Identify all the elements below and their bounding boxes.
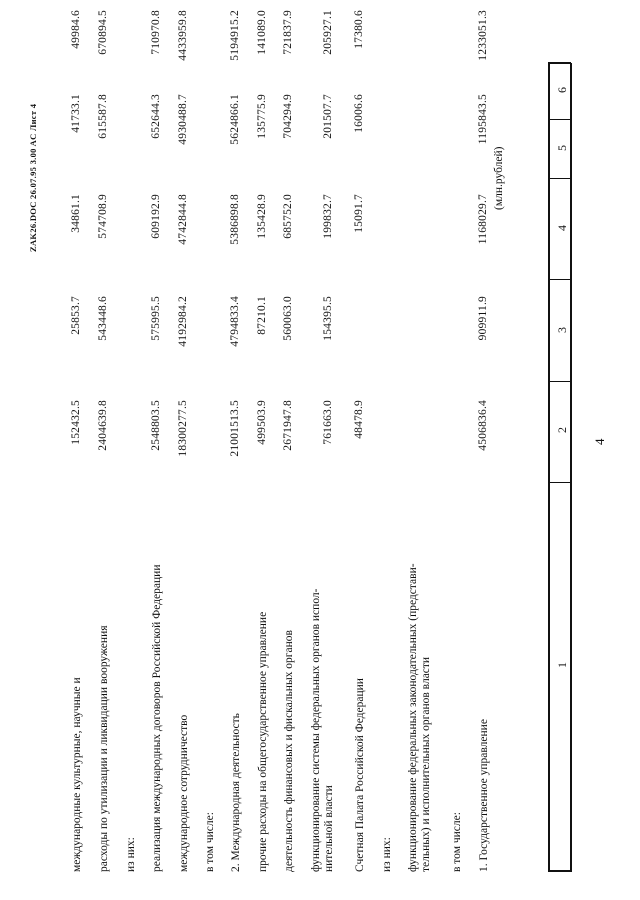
cell-v5: 704294.9 — [282, 94, 294, 139]
row-label: прочие расходы на общегосударственное управление — [257, 611, 269, 872]
cell-v3: 87210.1 — [256, 296, 268, 335]
column-header: 3 — [555, 327, 569, 333]
cell-v5: 615587.8 — [97, 94, 109, 139]
row-label: международные культурные, научные и — [71, 677, 83, 872]
cell-v2: 2404639.8 — [97, 400, 109, 451]
cell-v2: 761663.0 — [322, 400, 334, 445]
column-header: 4 — [555, 225, 569, 231]
cell-v6: 49984.6 — [70, 10, 82, 49]
cell-v2: 2671947.8 — [282, 400, 294, 451]
cell-v3: 543448.6 — [97, 296, 109, 341]
cell-v6: 1233051.3 — [477, 10, 489, 61]
row-label: расходы по утилизации и ликвидации вооружения — [98, 625, 110, 872]
cell-v5: 1195843.5 — [477, 94, 489, 145]
column-header: 6 — [555, 87, 569, 93]
cell-v3: 560063.0 — [282, 296, 294, 341]
cell-v3: 4794833.4 — [229, 296, 241, 347]
cell-v4: 15091.7 — [353, 194, 365, 233]
row-label: деятельность финансовых и фискальных органов — [283, 630, 295, 872]
cell-v6: 4433959.8 — [177, 10, 189, 61]
row-label: нительной власти — [323, 785, 335, 872]
row-label: тельных) и исполнительных органов власти — [420, 656, 432, 872]
row-label: из них: — [125, 837, 137, 872]
cell-v4: 5386898.8 — [229, 194, 241, 245]
cell-v3: 25853.7 — [70, 296, 82, 335]
column-header: 2 — [555, 427, 569, 433]
cell-v4: 685752.0 — [282, 194, 294, 239]
footer-stamp: ZAK26.DOC 26.07.95 3.00 AC Лист 4 — [28, 103, 38, 252]
cell-v5: 201507.7 — [322, 94, 334, 139]
cell-v5: 41733.1 — [70, 94, 82, 133]
cell-v6: 721837.9 — [282, 10, 294, 55]
cell-v2: 499503.9 — [256, 400, 268, 445]
cell-v2: 2548803.5 — [150, 400, 162, 451]
row-label: 1. Государственное управление — [478, 719, 490, 872]
cell-v6: 205927.1 — [322, 10, 334, 55]
cell-v3: 4192984.2 — [177, 296, 189, 347]
cell-v3: 909911.9 — [477, 296, 489, 341]
cell-v5: 135775.9 — [256, 94, 268, 139]
cell-v5: 16006.6 — [353, 94, 365, 133]
cell-v4: 574708.9 — [97, 194, 109, 239]
row-label: из них: — [381, 837, 393, 872]
row-label: Счетная Палата Российской Федерации — [354, 678, 366, 872]
cell-v2: 18300277.5 — [177, 400, 189, 457]
cell-v3: 575995.5 — [150, 296, 162, 341]
cell-v2: 48478.9 — [353, 400, 365, 439]
cell-v4: 609192.9 — [150, 194, 162, 239]
cell-v6: 17380.6 — [353, 10, 365, 49]
row-label: функционирование федеральных законодательных (представи- — [407, 563, 419, 872]
cell-v2: 21001513.5 — [229, 400, 241, 457]
cell-v2: 152432.5 — [70, 400, 82, 445]
cell-v5: 5624866.1 — [229, 94, 241, 145]
cell-v4: 4742844.8 — [177, 194, 189, 245]
row-label: реализация международных договоров Российской Федерации — [151, 564, 163, 872]
cell-v2: 4506836.4 — [477, 400, 489, 451]
column-header: 5 — [555, 145, 569, 151]
cell-v4: 135428.9 — [256, 194, 268, 239]
cell-v6: 670894.5 — [97, 10, 109, 55]
cell-v3: 154395.5 — [322, 296, 334, 341]
cell-v4: 1168029.7 — [477, 194, 489, 245]
row-label: в том числе: — [451, 812, 463, 872]
cell-v5: 4930488.7 — [177, 94, 189, 145]
row-label: 2. Международная деятельность — [230, 713, 242, 872]
units-label: (млн.рублей) — [493, 146, 505, 210]
cell-v5: 652644.3 — [150, 94, 162, 139]
cell-v4: 199832.7 — [322, 194, 334, 239]
cell-v6: 5194915.2 — [229, 10, 241, 61]
cell-v6: 710970.8 — [150, 10, 162, 55]
row-label: в том числе: — [204, 812, 216, 872]
row-label: международное сотрудничество — [178, 714, 190, 872]
cell-v6: 141089.0 — [256, 10, 268, 55]
page-number: 4 — [592, 438, 607, 445]
row-label: функционирование системы федеральных органов испол- — [310, 588, 322, 872]
column-header: 1 — [555, 662, 569, 668]
cell-v4: 34861.1 — [70, 194, 82, 233]
